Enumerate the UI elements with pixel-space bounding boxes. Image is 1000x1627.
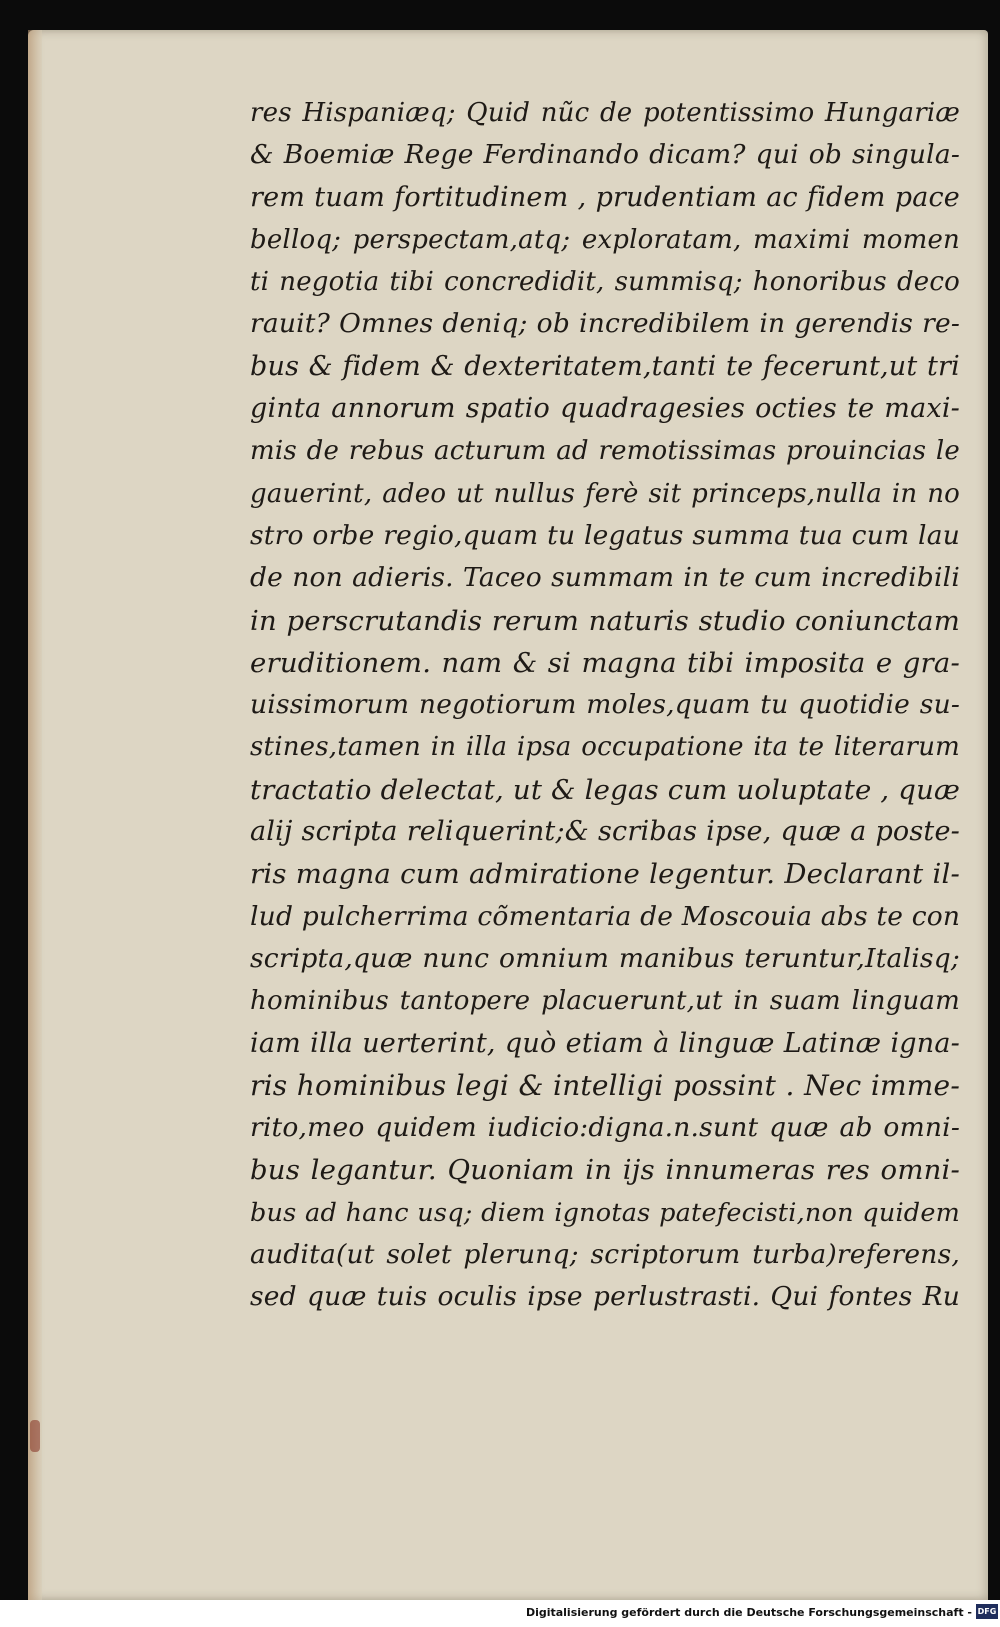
- text-line: tractatio delectat, ut & legas cum uoluptate , quæ: [250, 773, 960, 806]
- text-line: rito,meo quidem iudicio:digna.n.sunt quæ ab omni-: [250, 1112, 960, 1144]
- text-line: lud pulcherrima cõmentaria de Moscouia abs te con: [250, 900, 960, 932]
- text-line: alij scripta reliquerint;& scribas ipse, quæ a poste-: [250, 816, 960, 848]
- dfg-logo[interactable]: DFG: [976, 1604, 998, 1619]
- text-line: rauit? Omnes deniq; ob incredibilem in gerendis re-: [250, 308, 960, 340]
- text-line: bus ad hanc usq; diem ignotas patefecisti,non quidem: [250, 1197, 960, 1228]
- text-line: ris magna cum admiratione legentur. Declarant il-: [250, 858, 960, 891]
- text-line: & Boemiæ Rege Ferdinando dicam? qui ob singula-: [250, 139, 960, 171]
- page-stain: [30, 1420, 40, 1452]
- text-line: ginta annorum spatio quadragesies octies te maxi-: [250, 393, 960, 425]
- text-line: audita(ut solet plerunq; scriptorum turba)referens,: [250, 1239, 960, 1271]
- text-line: bus & fidem & dexteritatem,tanti te fecerunt,ut tri: [250, 350, 960, 382]
- text-line: scripta,quæ nunc omnium manibus teruntur,Italisq;: [250, 942, 960, 974]
- text-line: de non adieris. Taceo summam in te cum incredibili: [250, 562, 960, 594]
- text-line: in perscrutandis rerum naturis studio coniunctam: [250, 604, 960, 637]
- text-line: eruditionem. nam & si magna tibi imposita e gra-: [250, 646, 960, 679]
- page-gutter: [28, 30, 42, 1600]
- text-line: hominibus tantopere placuerunt,ut in suam linguam: [250, 986, 960, 1017]
- text-line: belloq; perspectam,atq; exploratam, maximi momen: [250, 224, 960, 255]
- text-line: res Hispaniæq; Quid nũc de potentissimo Hungariæ: [250, 98, 960, 128]
- text-line: ti negotia tibi concredidit, summisq; honoribus deco: [250, 267, 960, 298]
- text-line: rem tuam fortitudinem , prudentiam ac fidem pace: [250, 181, 960, 213]
- text-line: gauerint, adeo ut nullus ferè sit princeps,nulla in no: [250, 478, 960, 509]
- text-line: mis de rebus acturum ad remotissimas prouincias le: [250, 436, 960, 467]
- page-text: [250, 92, 960, 1319]
- text-line: iam illa uerterint, quò etiam à linguæ Latinæ igna-: [250, 1027, 960, 1059]
- text-line: sed quæ tuis oculis ipse perlustrasti. Qui fontes Ru: [250, 1281, 960, 1313]
- text-line: uissimorum negotiorum moles,quam tu quotidie su-: [250, 689, 960, 721]
- text-line: ris hominibus legi & intelligi possint . Nec imme-: [250, 1068, 960, 1102]
- text-line: stro orbe regio,quam tu legatus summa tua cum lau: [250, 519, 960, 551]
- funding-credit: Digitalisierung gefördert durch die Deutsche Forschungsgemeinschaft -: [525, 1606, 972, 1619]
- text-line: stines,tamen in illa ipsa occupatione ita te literarum: [250, 732, 960, 763]
- text-line: bus legantur. Quoniam in ijs innumeras res omni-: [250, 1154, 960, 1187]
